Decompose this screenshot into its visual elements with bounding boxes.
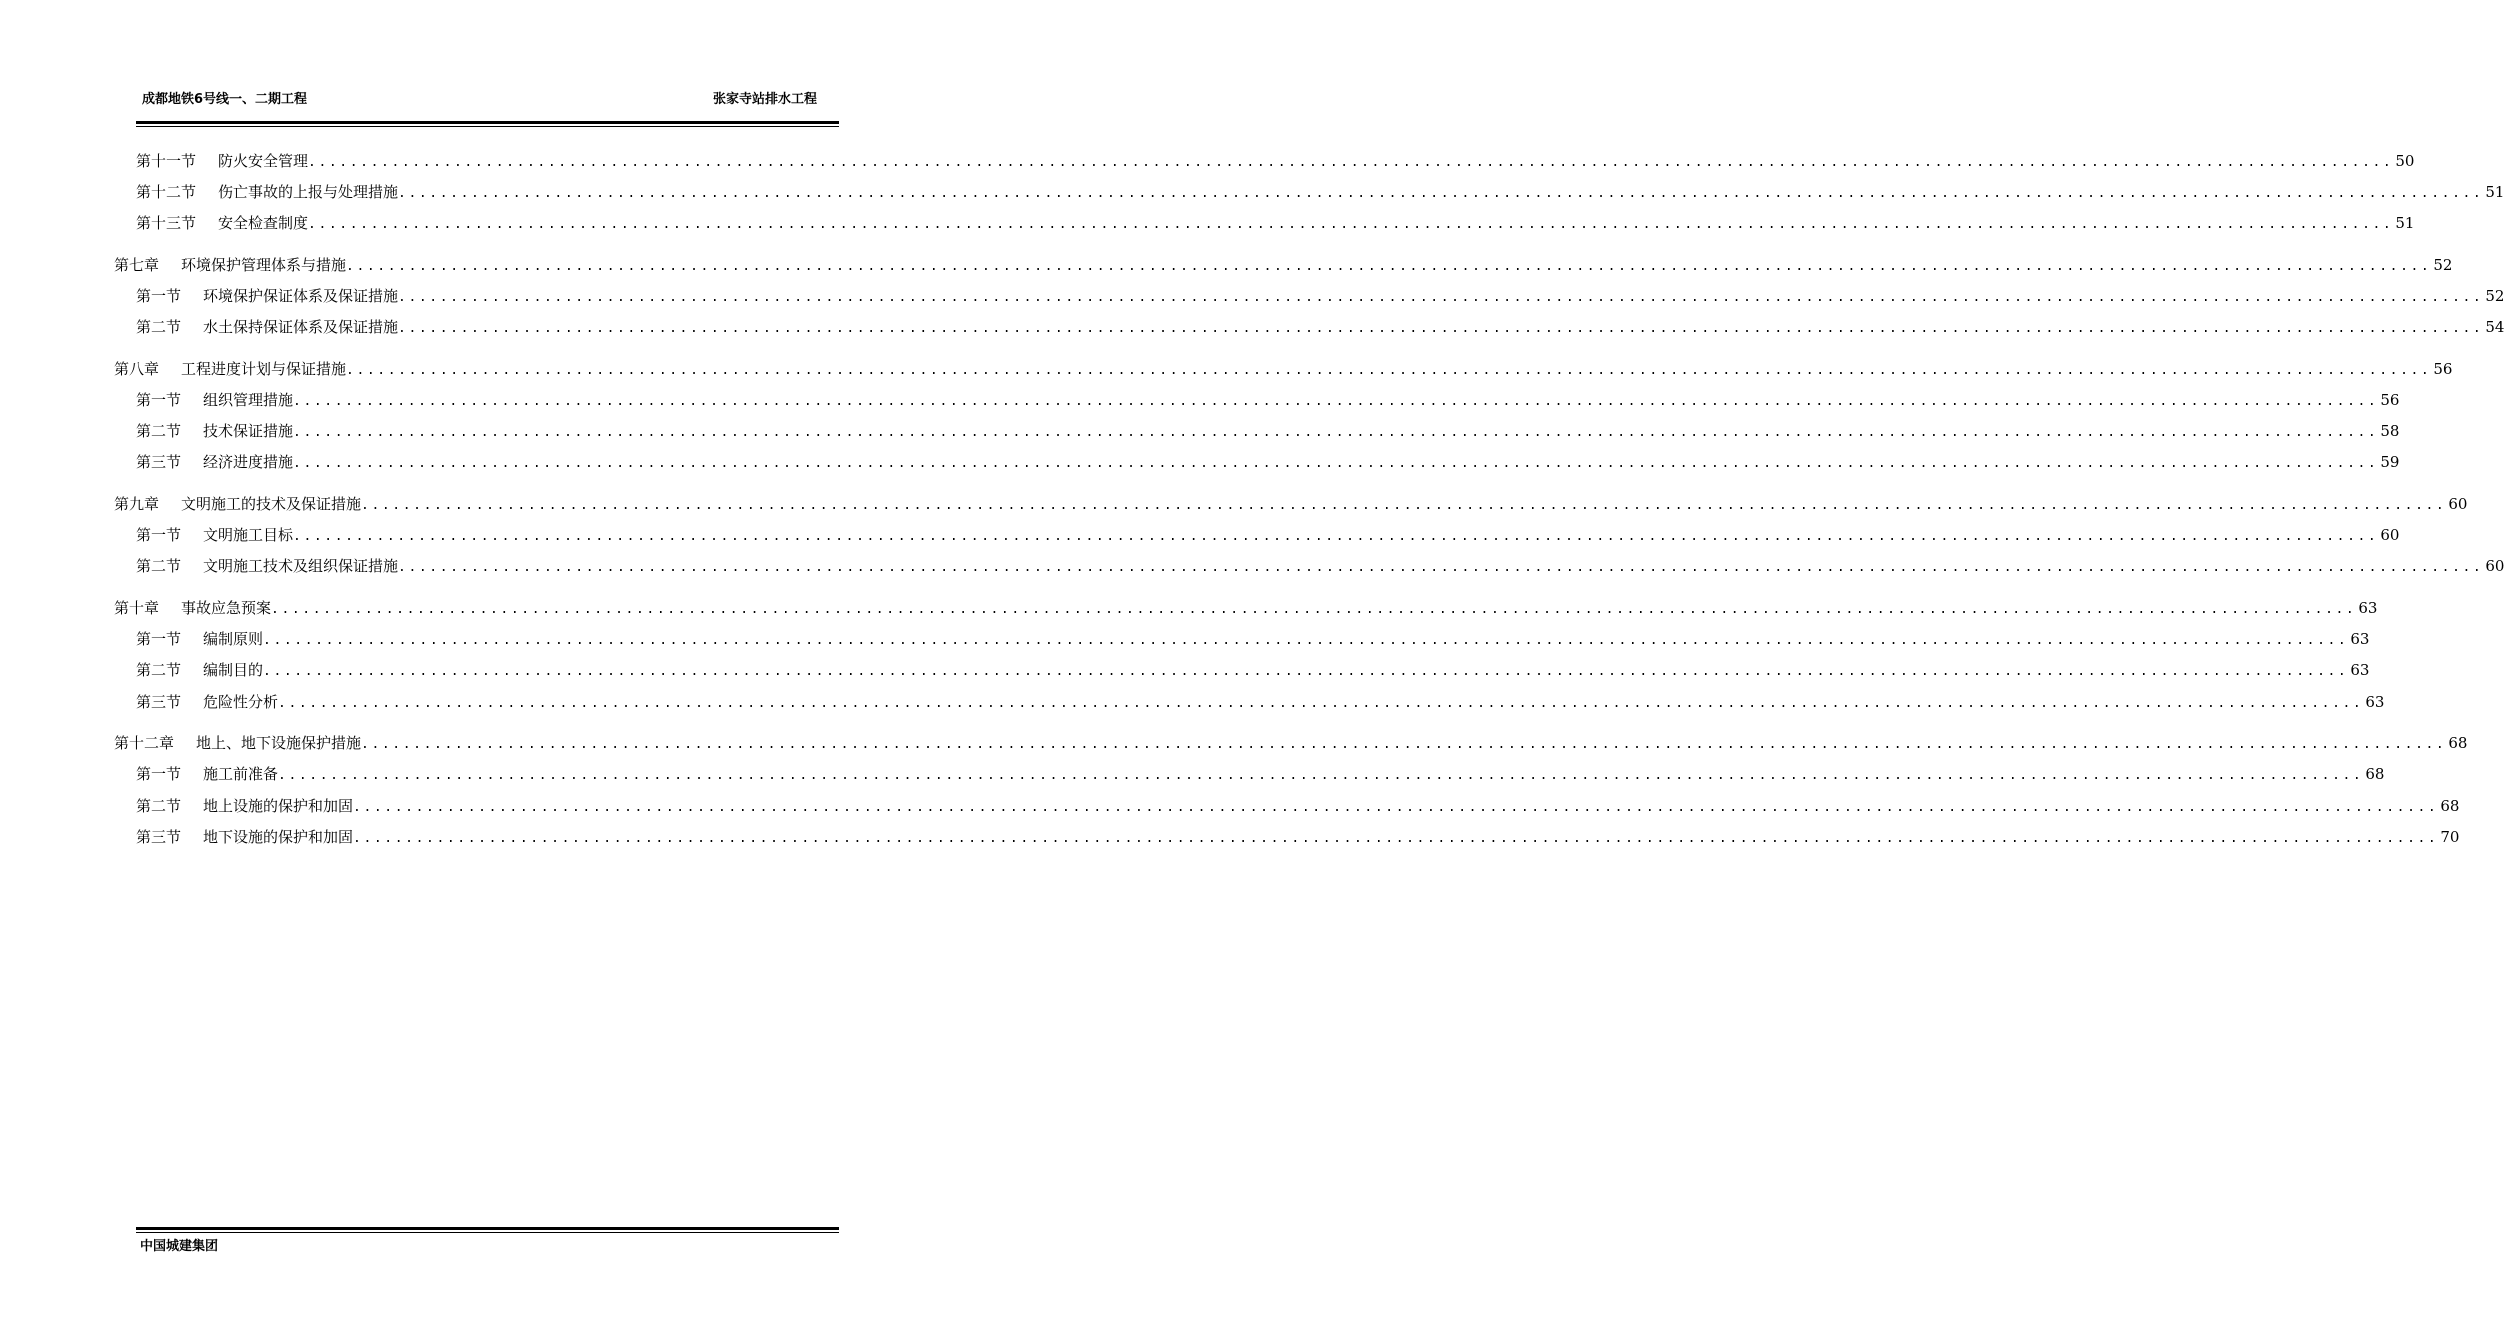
toc-entry-title: 经济进度措施 — [203, 453, 294, 471]
toc-chapter-row[interactable] — [114, 359, 2453, 379]
toc-section-row[interactable] — [114, 660, 2370, 680]
toc-section-row[interactable] — [114, 692, 2385, 712]
toc-entry-title: 水土保持保证体系及保证措施 — [203, 318, 399, 336]
toc-entry-label — [114, 598, 271, 618]
toc-page-number: 54 — [2485, 318, 2504, 336]
header-rule-thick — [136, 121, 839, 124]
toc-section-row[interactable] — [114, 525, 2400, 545]
toc-entry-title: 环境保护管理体系与措施 — [181, 256, 347, 274]
toc-entry-number: 第三节 — [136, 453, 182, 471]
toc-entry-label — [136, 556, 398, 576]
toc-entry-title: 工程进度计划与保证措施 — [181, 360, 347, 378]
toc-page-number: 59 — [2380, 453, 2400, 471]
toc-section-row[interactable] — [114, 286, 2504, 306]
toc-chapter-row[interactable] — [114, 494, 2468, 514]
toc-entry-number: 第九章 — [114, 495, 160, 513]
toc-entry-title: 地上设施的保护和加固 — [203, 797, 354, 815]
toc-page-number: 58 — [2380, 422, 2400, 440]
toc-entry-label — [114, 733, 361, 753]
header-project-title: 成都地铁6号线一、二期工程 — [142, 92, 308, 107]
toc-entry-title: 伤亡事故的上报与处理措施 — [218, 183, 399, 201]
toc-dot-leader: ........................................................................................................................................................................................................ — [353, 800, 2439, 815]
header-subproject-title: 张家寺站排水工程 — [712, 92, 817, 107]
toc-entry-title: 地上、地下设施保护措施 — [196, 734, 362, 752]
toc-entry-label — [136, 390, 293, 410]
toc-entry-title: 文明施工的技术及保证措施 — [181, 495, 362, 513]
toc-page-number: 60 — [2448, 495, 2468, 513]
toc-page-number: 50 — [2395, 152, 2415, 170]
toc-chapter-row[interactable] — [114, 598, 2378, 618]
toc-dot-leader: ........................................................................................................................................................................................................ — [353, 831, 2439, 846]
toc-entry-title: 文明施工技术及组织保证措施 — [203, 557, 399, 575]
toc-entry-title: 技术保证措施 — [203, 422, 294, 440]
toc-entry-number: 第二节 — [136, 557, 182, 575]
toc-dot-leader: ........................................................................................................................................................................................................ — [398, 290, 2484, 305]
toc-dot-leader: ........................................................................................................................................................................................................ — [361, 737, 2447, 752]
toc-dot-leader: ........................................................................................................................................................................................................ — [398, 321, 2484, 336]
toc-page-number: 68 — [2440, 797, 2460, 815]
toc-entry-number: 第二节 — [136, 318, 182, 336]
toc-entry-title: 文明施工目标 — [203, 526, 294, 544]
toc-dot-leader: ........................................................................................................................................................................................................ — [293, 456, 2379, 471]
toc-entry-label — [136, 421, 293, 441]
footer-organization: 中国城建集团 — [140, 1239, 219, 1254]
toc-section-row[interactable] — [114, 213, 2415, 233]
toc-entry-number: 第七章 — [114, 256, 160, 274]
toc-page-number: 70 — [2440, 828, 2460, 846]
toc-section-row[interactable] — [114, 629, 2370, 649]
toc-section-row[interactable] — [114, 796, 2460, 816]
toc-entry-label — [136, 827, 353, 847]
toc-dot-leader: ........................................................................................................................................................................................................ — [278, 696, 2364, 711]
header-rule-thin — [136, 126, 839, 127]
toc-entry-number: 第一节 — [136, 630, 182, 648]
toc-entry-label — [114, 255, 346, 275]
toc-dot-leader: ........................................................................................................................................................................................................ — [346, 363, 2432, 378]
toc-dot-leader: ........................................................................................................................................................................................................ — [308, 217, 2394, 232]
toc-page-number: 63 — [2350, 661, 2370, 679]
toc-section-row[interactable] — [114, 827, 2460, 847]
toc-entry-number: 第一节 — [136, 526, 182, 544]
toc-entry-label — [114, 494, 361, 514]
toc-entry-number: 第十三节 — [136, 214, 197, 232]
toc-entry-title: 危险性分析 — [203, 693, 279, 711]
toc-entry-title: 安全检查制度 — [218, 214, 309, 232]
toc-page-number: 60 — [2485, 557, 2504, 575]
toc-page-number: 63 — [2365, 693, 2385, 711]
toc-dot-leader: ........................................................................................................................................................................................................ — [346, 259, 2432, 274]
toc-page-number: 52 — [2485, 287, 2504, 305]
toc-page-number: 51 — [2395, 214, 2415, 232]
toc-entry-number: 第一节 — [136, 765, 182, 783]
toc-entry-title: 地下设施的保护和加固 — [203, 828, 354, 846]
toc-entry-number: 第二节 — [136, 661, 182, 679]
toc-dot-leader: ........................................................................................................................................................................................................ — [293, 425, 2379, 440]
toc-dot-leader: ........................................................................................................................................................................................................ — [293, 529, 2379, 544]
toc-entry-label — [136, 213, 308, 233]
toc-dot-leader: ........................................................................................................................................................................................................ — [398, 560, 2484, 575]
toc-page-number: 56 — [2380, 391, 2400, 409]
toc-page-number: 51 — [2485, 183, 2504, 201]
toc-entry-number: 第十一节 — [136, 152, 197, 170]
toc-entry-number: 第二节 — [136, 797, 182, 815]
toc-dot-leader: ........................................................................................................................................................................................................ — [263, 664, 2349, 679]
toc-entry-label — [136, 692, 278, 712]
toc-entry-title: 施工前准备 — [203, 765, 279, 783]
toc-chapter-row[interactable] — [114, 255, 2453, 275]
toc-entry-label — [136, 151, 308, 171]
toc-dot-leader: ........................................................................................................................................................................................................ — [263, 633, 2349, 648]
toc-section-row[interactable] — [114, 764, 2385, 784]
toc-page-number: 63 — [2358, 599, 2378, 617]
toc-section-row[interactable] — [114, 390, 2400, 410]
toc-entry-number: 第二节 — [136, 422, 182, 440]
toc-entry-number: 第三节 — [136, 828, 182, 846]
toc-entry-label — [136, 182, 398, 202]
toc-page-number: 52 — [2433, 256, 2453, 274]
toc-entry-number: 第三节 — [136, 693, 182, 711]
toc-entry-title: 环境保护保证体系及保证措施 — [203, 287, 399, 305]
toc-entry-label — [136, 660, 263, 680]
toc-dot-leader: ........................................................................................................................................................................................................ — [293, 394, 2379, 409]
toc-dot-leader: ........................................................................................................................................................................................................ — [308, 155, 2394, 170]
toc-page-number: 60 — [2380, 526, 2400, 544]
toc-entry-title: 编制目的 — [203, 661, 264, 679]
toc-entry-label — [136, 452, 293, 472]
toc-entry-label — [136, 764, 278, 784]
toc-dot-leader: ........................................................................................................................................................................................................ — [398, 186, 2484, 201]
toc-page-number: 63 — [2350, 630, 2370, 648]
toc-entry-number: 第八章 — [114, 360, 160, 378]
toc-entry-label — [136, 317, 398, 337]
toc-section-row[interactable] — [114, 556, 2504, 576]
toc-entry-number: 第十章 — [114, 599, 160, 617]
toc-dot-leader: ........................................................................................................................................................................................................ — [271, 602, 2357, 617]
toc-section-row[interactable] — [114, 151, 2415, 171]
toc-chapter-row[interactable] — [114, 733, 2468, 753]
footer-rule-thin — [136, 1232, 839, 1233]
toc-page-number: 56 — [2433, 360, 2453, 378]
toc-page-number: 68 — [2365, 765, 2385, 783]
toc-entry-label — [136, 525, 293, 545]
toc-entry-number: 第一节 — [136, 391, 182, 409]
toc-entry-number: 第十二节 — [136, 183, 197, 201]
toc-entry-title: 组织管理措施 — [203, 391, 294, 409]
toc-entry-title: 编制原则 — [203, 630, 264, 648]
toc-entry-label — [136, 286, 398, 306]
toc-section-row[interactable] — [114, 421, 2400, 441]
toc-section-row[interactable] — [114, 182, 2504, 202]
toc-entry-title: 事故应急预案 — [181, 599, 272, 617]
toc-entry-number: 第十二章 — [114, 734, 175, 752]
page-header — [136, 86, 839, 108]
footer-rule-thick — [136, 1227, 839, 1230]
toc-entry-number: 第一节 — [136, 287, 182, 305]
toc-dot-leader: ........................................................................................................................................................................................................ — [278, 768, 2364, 783]
toc-entry-title: 防火安全管理 — [218, 152, 309, 170]
toc-page-number: 68 — [2448, 734, 2468, 752]
toc-entry-label — [114, 359, 346, 379]
toc-dot-leader: ........................................................................................................................................................................................................ — [361, 498, 2447, 513]
toc-entry-label — [136, 796, 353, 816]
toc-entry-label — [136, 629, 263, 649]
toc-section-row[interactable] — [114, 452, 2400, 472]
toc-section-row[interactable] — [114, 317, 2504, 337]
